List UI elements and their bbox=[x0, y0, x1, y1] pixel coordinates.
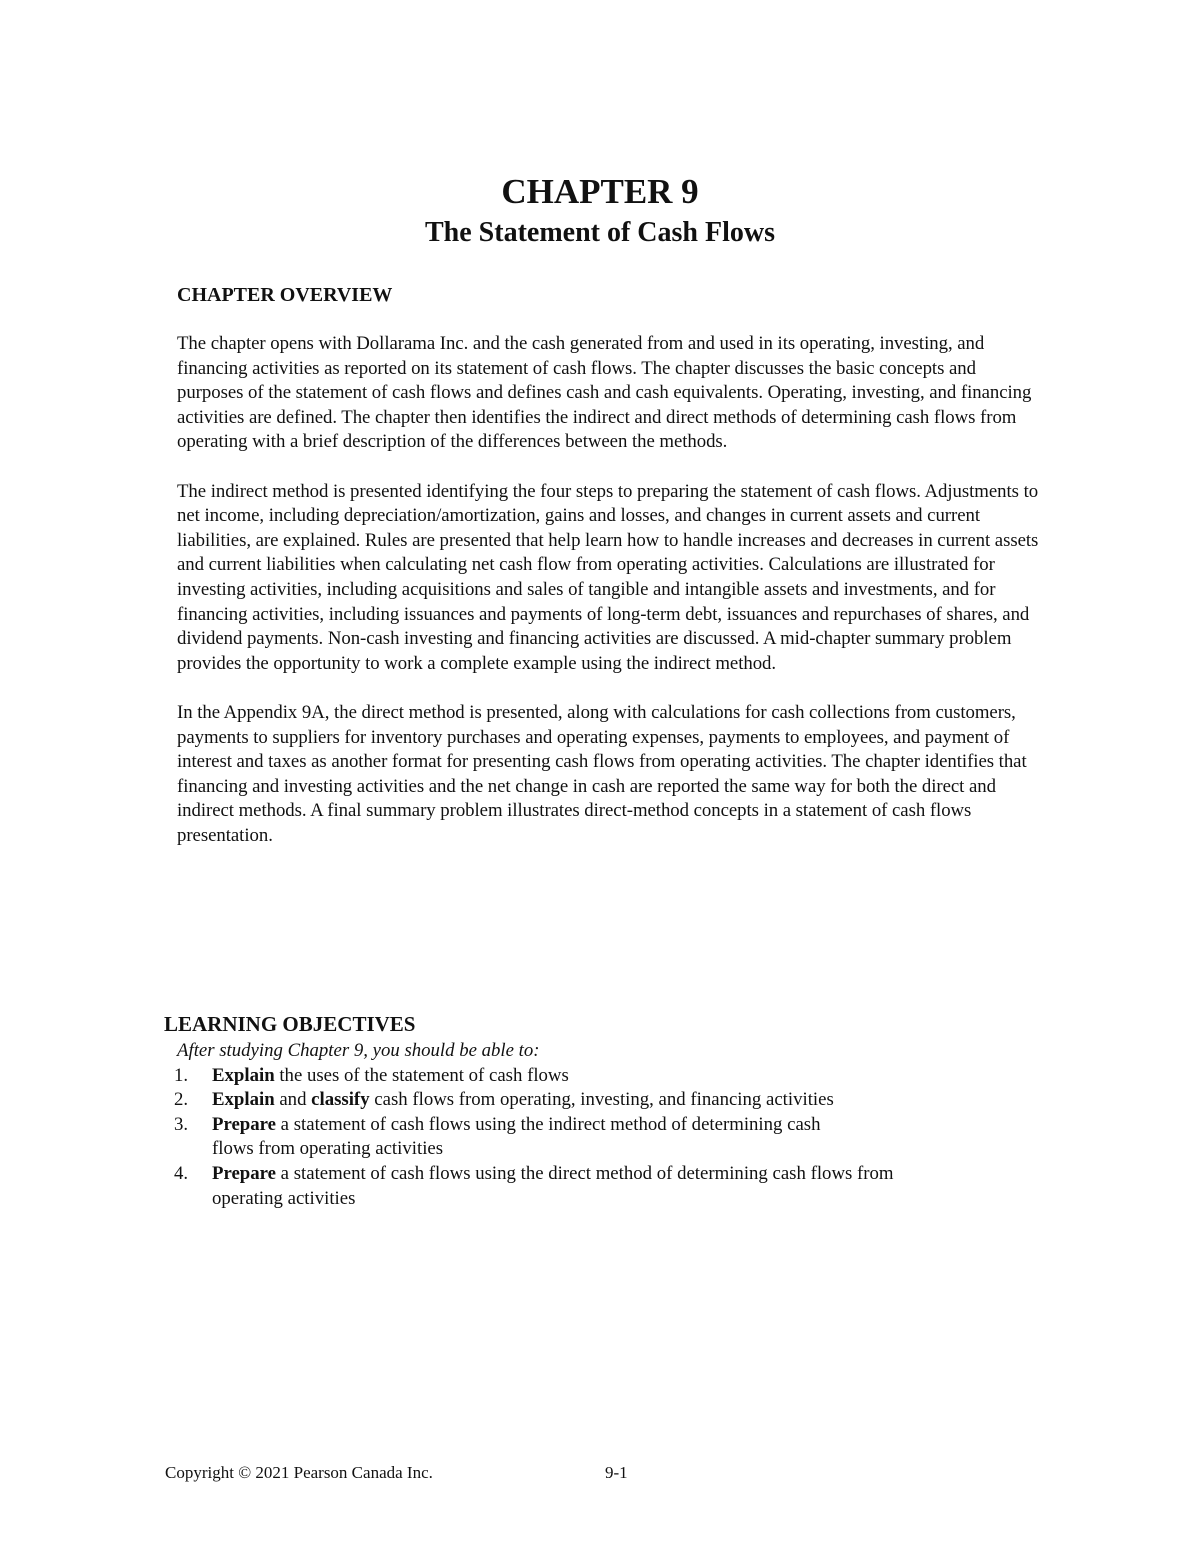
learning-objectives-list bbox=[164, 1064, 1044, 1212]
objective-text-continued: operating activities bbox=[212, 1187, 356, 1209]
learning-objectives-section bbox=[164, 1012, 1044, 1211]
list-item-number: 3. bbox=[174, 1113, 189, 1135]
list-item-number: 4. bbox=[174, 1162, 189, 1184]
list-item bbox=[164, 1113, 1044, 1162]
objective-text: a statement of cash flows using the direct method of determining cash flows from bbox=[275, 1162, 894, 1184]
objective-verb: Prepare bbox=[212, 1113, 276, 1135]
overview-paragraph-3: In the Appendix 9A, the direct method is presented, along with calculations for cash collections from customers, payments to suppliers for inventory purchases and operating expenses, payments to employees, and payment of interest and taxes as another format for presenting cash flows from operating activities. The chapter identifies that financing and investing activities and the net change in cash are reported the same way for both the direct and indirect methods. A final summary problem illustrates direct-method concepts in a statement of cash flows presentation. bbox=[177, 701, 1027, 846]
objective-verb-2: classify bbox=[311, 1089, 370, 1111]
objective-text: a statement of cash flows using the indirect method of determining cash bbox=[275, 1113, 821, 1135]
chapter-overview-heading: CHAPTER OVERVIEW bbox=[177, 284, 393, 306]
copyright-notice: Copyright © 2021 Pearson Canada Inc. bbox=[165, 1463, 433, 1482]
list-item bbox=[164, 1064, 1044, 1089]
list-item bbox=[164, 1088, 1044, 1113]
learning-objectives-intro: After studying Chapter 9, you should be able to: bbox=[177, 1040, 540, 1061]
learning-objectives-heading: LEARNING OBJECTIVES bbox=[164, 1012, 416, 1036]
objective-verb: Explain bbox=[212, 1089, 275, 1111]
chapter-number: CHAPTER 9 bbox=[501, 172, 699, 211]
objective-verb: Prepare bbox=[212, 1162, 276, 1184]
list-item-number: 2. bbox=[174, 1089, 189, 1111]
list-item bbox=[164, 1162, 1044, 1211]
objective-text: the uses of the statement of cash flows bbox=[274, 1064, 569, 1086]
overview-paragraph-2: The indirect method is presented identifying the four steps to preparing the statement of cash flows. Adjustments to net income, including depreciation/amortization, gains and losses, and changes in current assets and current liabilities, are explained. Rules are presented that help learn how to handle increases and decreases in current assets and current liabilities when calculating net cash flow from operating activities. Calculations are illustrated for investing activities, including acquisitions and sales of tangible and intangible assets and investments, and for financing activities, including issuances and payments of long-term debt, issuances and repurchases of shares, and dividend payments. Non-cash investing and financing activities are discussed. A mid-chapter summary problem provides the opportunity to work a complete example using the indirect method. bbox=[177, 480, 1039, 674]
chapter-title: The Statement of Cash Flows bbox=[425, 217, 775, 248]
overview-paragraph-1: The chapter opens with Dollarama Inc. and the cash generated from and used in its operating, investing, and financing activities as reported on its statement of cash flows. The chapter discusses the basic concepts and purposes of the statement of cash flows and defines cash and cash equivalents. Operating, investing, and financing activities are defined. The chapter then identifies the indirect and direct methods of determining cash flows from operating with a brief description of the differences between the methods. bbox=[177, 333, 1032, 453]
objective-conjunction: and bbox=[274, 1089, 312, 1111]
objective-verb: Explain bbox=[212, 1064, 275, 1086]
chapter-heading bbox=[0, 172, 1200, 251]
objective-text: cash flows from operating, investing, and financing activities bbox=[369, 1089, 834, 1111]
list-item-number: 1. bbox=[174, 1064, 189, 1086]
page-number: 9-1 bbox=[605, 1463, 628, 1482]
chapter-overview-section bbox=[177, 283, 1045, 848]
objective-text-continued: flows from operating activities bbox=[212, 1138, 444, 1160]
